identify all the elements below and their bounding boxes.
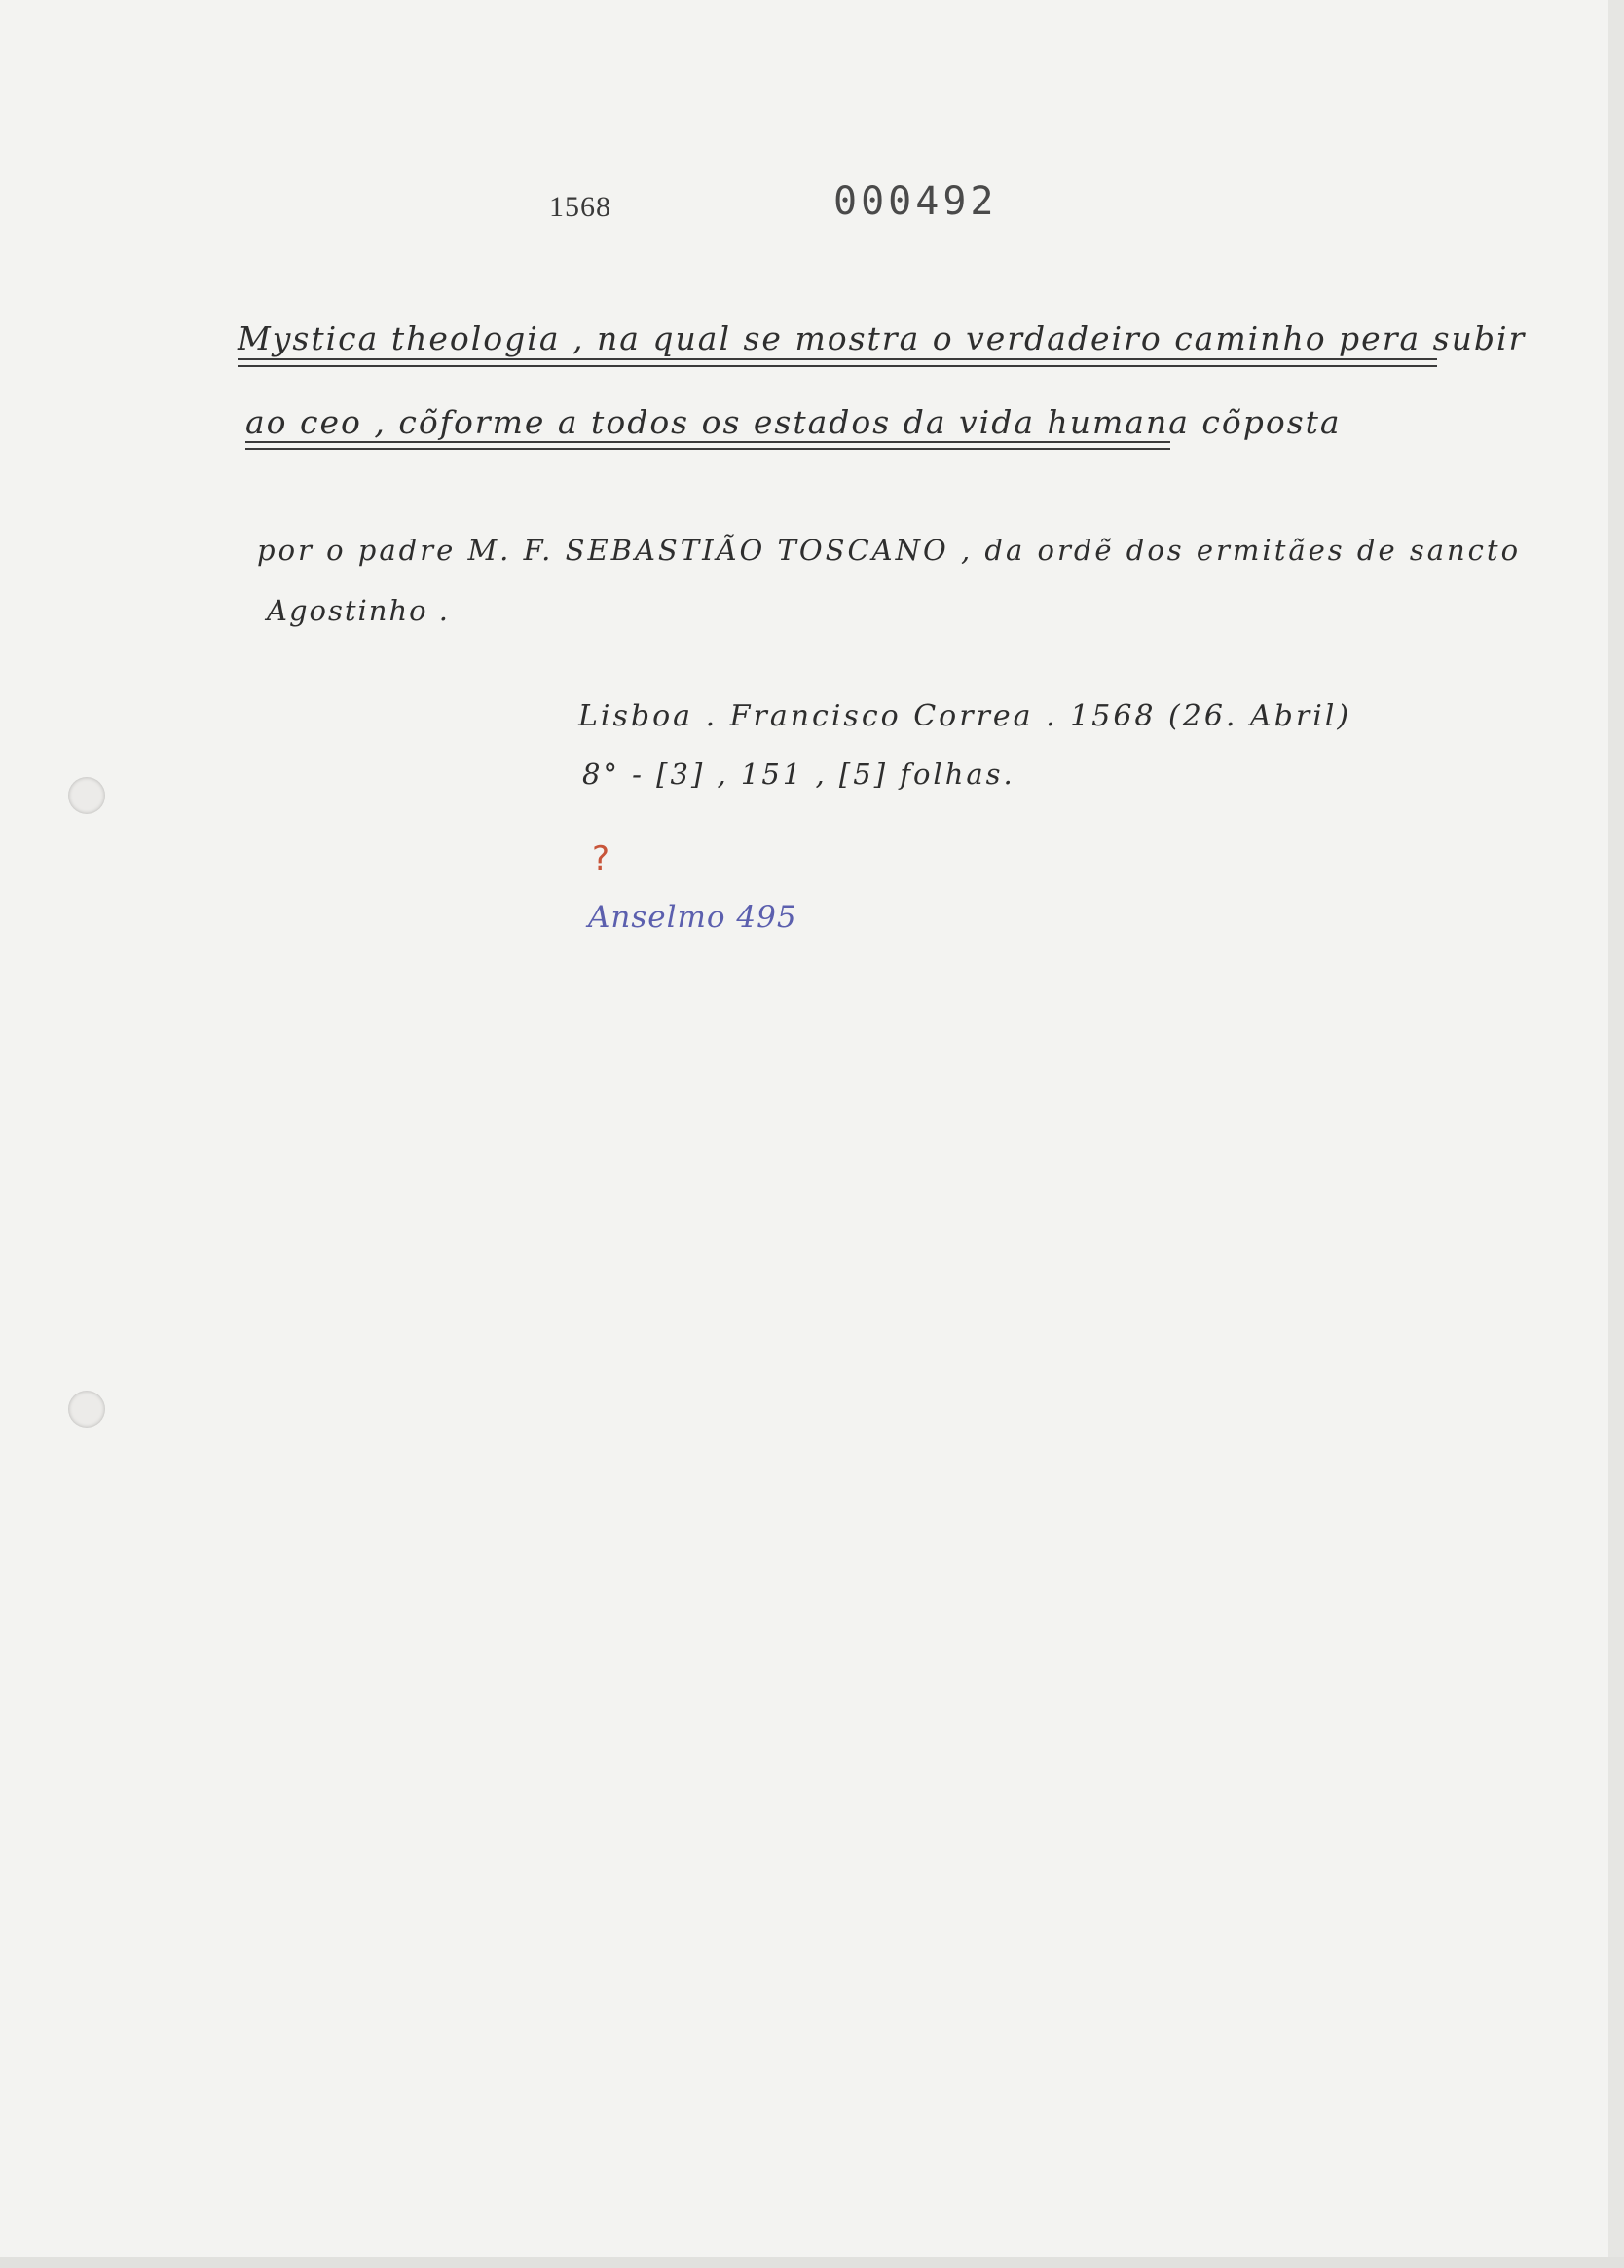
author-line-2: Agostinho . (267, 594, 451, 627)
page-edge-bottom (0, 2257, 1624, 2268)
query-mark: ? (592, 839, 610, 878)
author-line-1: por o padre M. F. SEBASTIÃO TOSCANO , da ordẽ dos ermitães de sancto (257, 534, 1522, 567)
collation: 8° - [3] , 151 , [5] folhas. (582, 758, 1015, 791)
record-number: 000492 (833, 179, 998, 224)
punch-hole-top (68, 777, 105, 814)
title-line-2: ao ceo , cõforme a todos os estados da vida humana cõposta (245, 403, 1342, 441)
card-year: 1568 (549, 191, 611, 223)
punch-hole-bottom (68, 1391, 105, 1428)
page-edge-right (1608, 0, 1624, 2268)
title-underline-1b (238, 365, 1437, 367)
title-underline-1a (238, 358, 1437, 360)
title-line-1: Mystica theologia , na qual se mostra o verdadeiro caminho pera subir (238, 319, 1527, 357)
title-underline-2a (245, 441, 1170, 443)
imprint: Lisboa . Francisco Correa . 1568 (26. Abril) (578, 699, 1352, 733)
title-underline-2b (245, 448, 1170, 450)
reference-note: Anselmo 495 (588, 900, 797, 935)
